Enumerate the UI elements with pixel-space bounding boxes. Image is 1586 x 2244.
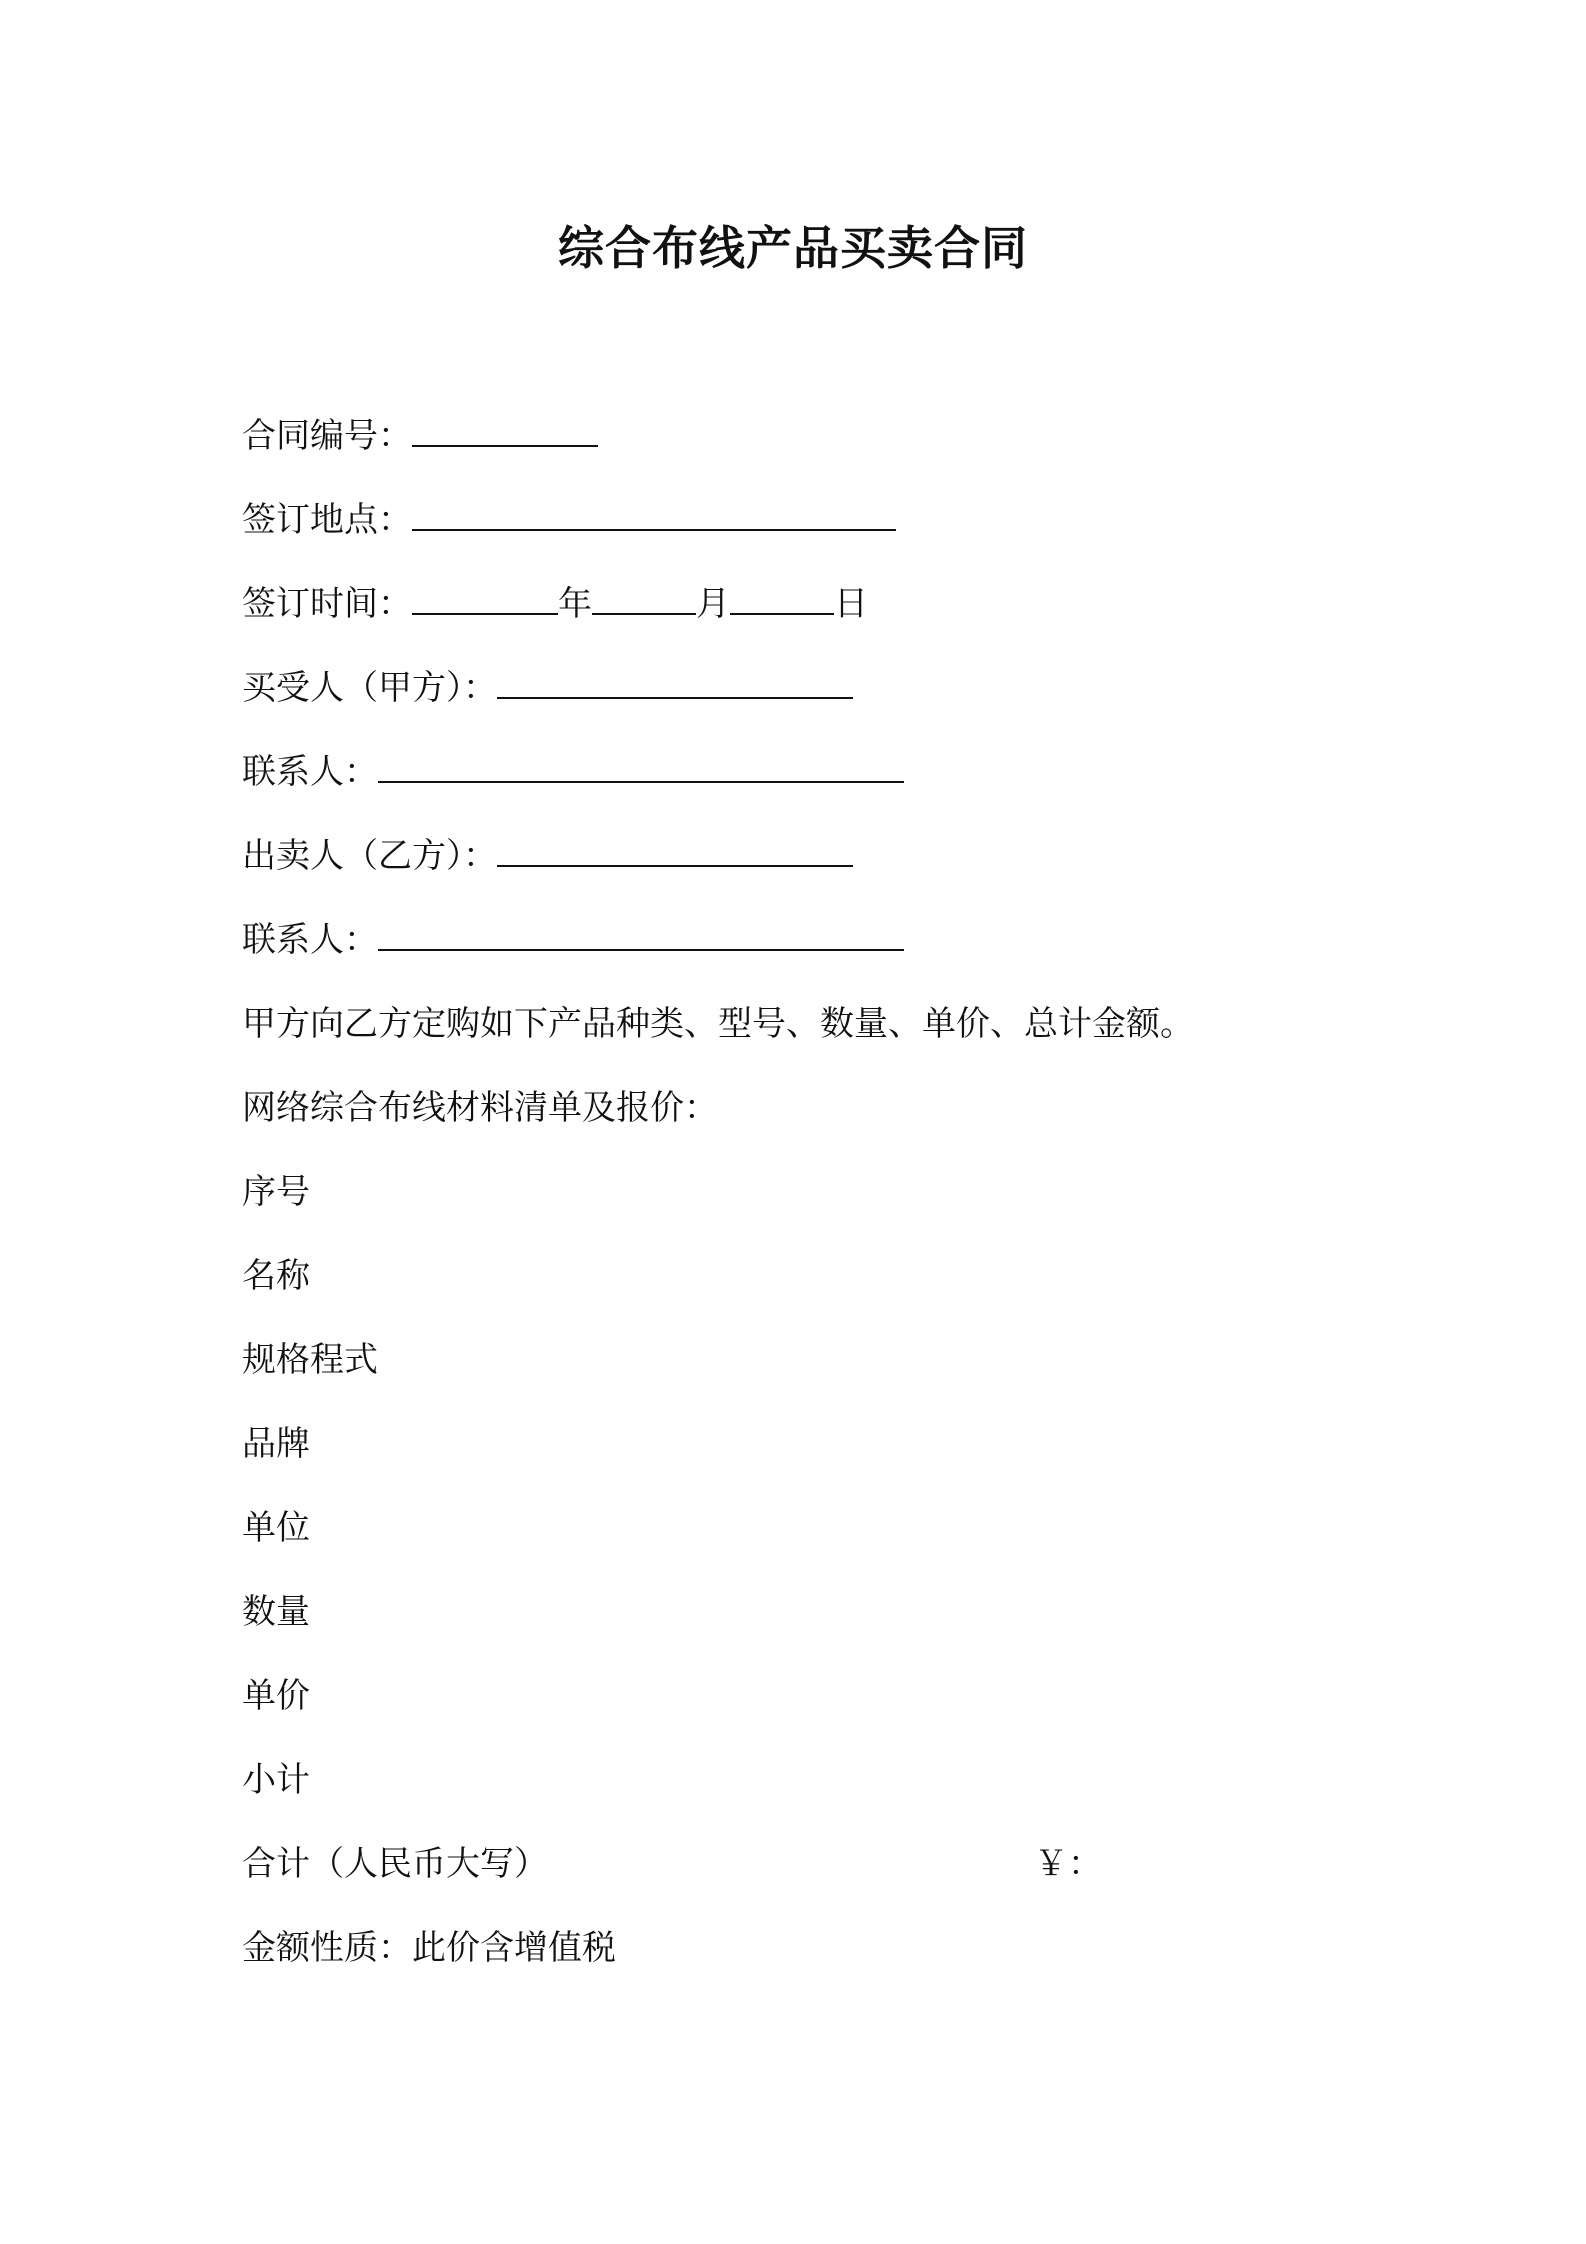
seller-label: 出卖人（乙方）： [242, 836, 497, 876]
buyer-contact-blank[interactable] [378, 751, 904, 783]
column-serial: 序号 [242, 1172, 310, 1212]
column-spec: 规格程式 [242, 1340, 378, 1380]
column-subtotal: 小计 [242, 1760, 310, 1800]
sign-place-line [242, 498, 896, 542]
buyer-blank[interactable] [497, 667, 853, 699]
intro-paragraph: 甲方向乙方定购如下产品种类、型号、数量、单价、总计金额。 [242, 1004, 1194, 1044]
buyer-line [242, 666, 853, 710]
column-unit-price: 单价 [242, 1676, 310, 1716]
amount-nature: 金额性质：此价含增值税 [242, 1928, 616, 1968]
total-label: 合计（人民币大写） [242, 1844, 548, 1884]
contract-number-label: 合同编号： [242, 416, 412, 456]
month-blank[interactable] [592, 583, 696, 615]
sign-place-blank[interactable] [412, 499, 896, 531]
seller-contact-line [242, 918, 904, 962]
seller-contact-label: 联系人： [242, 920, 378, 960]
month-label: 月 [696, 584, 730, 624]
total-amount-symbol: ￥： [1034, 1844, 1102, 1884]
column-unit: 单位 [242, 1508, 310, 1548]
year-label: 年 [558, 584, 592, 624]
column-brand: 品牌 [242, 1424, 310, 1464]
column-quantity: 数量 [242, 1592, 310, 1632]
contract-number-line [242, 414, 598, 458]
sign-time-line [242, 582, 868, 626]
seller-contact-blank[interactable] [378, 919, 904, 951]
buyer-contact-line [242, 750, 904, 794]
day-blank[interactable] [730, 583, 834, 615]
buyer-contact-label: 联系人： [242, 752, 378, 792]
document-title: 综合布线产品买卖合同 [558, 221, 1028, 275]
buyer-label: 买受人（甲方）： [242, 668, 497, 708]
seller-line [242, 834, 853, 878]
sign-time-label: 签订时间： [242, 584, 412, 624]
column-name: 名称 [242, 1256, 310, 1296]
list-heading: 网络综合布线材料清单及报价： [242, 1088, 718, 1128]
seller-blank[interactable] [497, 835, 853, 867]
day-label: 日 [834, 584, 868, 624]
year-blank[interactable] [412, 583, 558, 615]
contract-number-blank[interactable] [412, 415, 598, 447]
sign-place-label: 签订地点： [242, 500, 412, 540]
